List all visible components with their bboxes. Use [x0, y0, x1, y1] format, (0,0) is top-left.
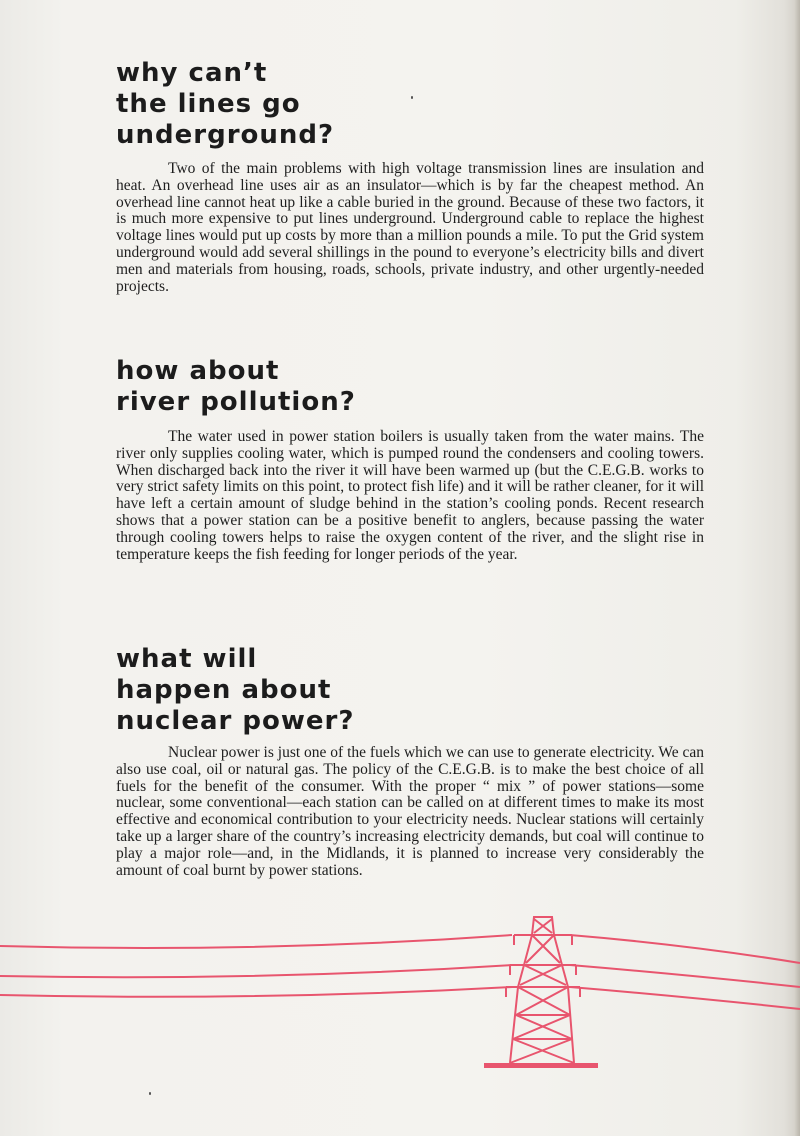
paper-speck	[149, 1092, 151, 1095]
heading-river-pollution: how about river pollution?	[116, 356, 356, 417]
pylon-icon	[506, 917, 580, 1063]
pylon-base	[484, 1063, 598, 1068]
paragraph-underground: Two of the main problems with high voltage transmission lines are insulation and heat. An overhead line uses air as an insulator—which is by far the cheapest method. An overhead line cannot heat up like a cable buried in the ground. Because of these two factors, it is much more expensive to put lines underground. Underground cable to replace the highest voltage lines would put up costs by more than a million pounds a mile. To put the Grid system underground would add several shillings in the pound to everyone’s electricity bills and divert men and materials from housing, roads, schools, private industry, and other urgently-needed projects.	[116, 160, 704, 295]
heading-underground: why can’t the lines go underground?	[116, 58, 335, 150]
heading-nuclear-power: what will happen about nuclear power?	[116, 644, 355, 736]
paragraph-nuclear-power: Nuclear power is just one of the fuels which we can use to generate electricity. We can also use coal, oil or natural gas. The policy of the C.E.G.B. is to make the best choice of all fuels for the benefit of the consumer. With the proper “ mix ” of power stations—some nuclear, some conventional—each station can be called on at different times to make its most effective and economical contribution to your electricity needs. Nuclear stations will certainly take up a larger share of the country’s increasing electricity demands, but coal will continue to play a major role—and, in the Midlands, it is planned to increase very considerably the amount of coal burnt by power stations.	[116, 744, 704, 879]
power-lines	[0, 935, 800, 1009]
pylon-illustration	[0, 905, 800, 1075]
paper-speck	[411, 96, 413, 99]
paragraph-river-pollution: The water used in power station boilers is usually taken from the water mains. The river only supplies cooling water, which is pumped round the condensers and cooling towers. When discharged back into the river it will have been warmed up (but the C.E.G.B. works to very strict safety limits on this point, to protect fish life) and it will be rather cleaner, for it will have left a certain amount of sludge behind in the station’s cooling ponds. Recent research shows that a power station can be a positive benefit to anglers, because passing the water through cooling towers helps to raise the oxygen content of the river, and the slight rise in temperature keeps the fish feeding for longer periods of the year.	[116, 428, 704, 563]
